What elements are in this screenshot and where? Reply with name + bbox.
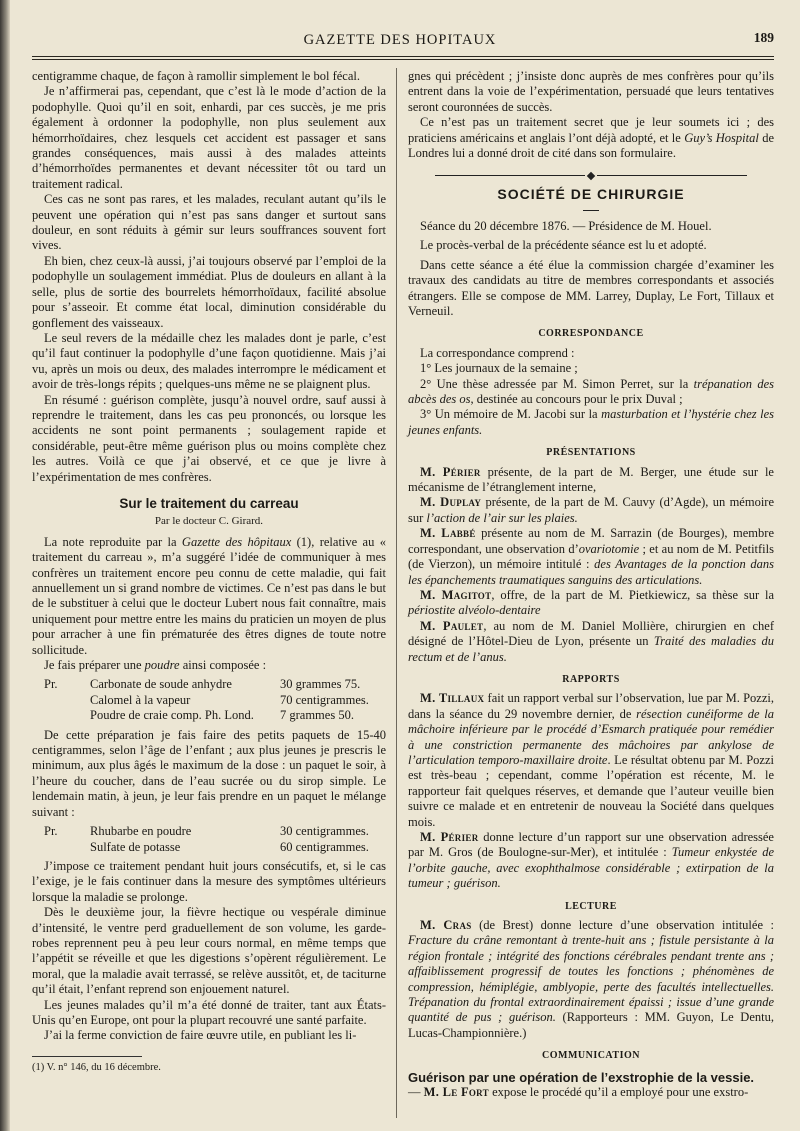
- column-divider: [396, 68, 397, 1118]
- list-item: [408, 377, 774, 408]
- paragraph: — M. Le Fort expose le procédé qu’il a employé pour une exstro-: [408, 1085, 749, 1100]
- speaker-name: M. Labbé: [420, 526, 476, 541]
- list-item: 1° Les journaux de la semaine ;: [420, 361, 578, 376]
- article-title: Sur le traitement du carreau: [119, 495, 299, 511]
- prescription-1: [32, 677, 386, 723]
- rx-prefix: [32, 708, 90, 723]
- rx-quantity: 70 centigrammes.: [280, 692, 369, 707]
- section-ornament: [408, 171, 774, 178]
- prescription-line: [32, 708, 386, 723]
- prescription-line: [32, 824, 386, 839]
- italic-run: masturbation et l’hystérie chez les jeunes enfants.: [408, 407, 774, 437]
- italic-run: poudre: [144, 658, 180, 673]
- text-run: La note reproduite par la: [44, 534, 182, 549]
- paragraph: La correspondance comprend :: [420, 345, 575, 360]
- paragraph: Dès le deuxième jour, la fièvre hectique ou vespérale diminue d’intensité, le ventre perd graduellement de son volume, les garde-robes reprennent peu à peu leur cours normal, en même temps que l’appétit se réveille et que les digestions s’opèrent régulièrement. Le moral, que la maladie avait terrassé, se relève aussitôt, et, de taciturne qu’il était, l’enfant reprend son enjouement naturel.: [32, 905, 386, 997]
- text-run: Je fais préparer une: [44, 658, 145, 673]
- communication-title: Guérison par une opération de l’exstrophie de la vessie.: [408, 1069, 755, 1085]
- meeting-line: Séance du 20 décembre 1876. — Présidence de M. Houel.: [420, 218, 712, 233]
- rx-ingredient: Sulfate de potasse: [90, 839, 181, 854]
- subsection-heading: COMMUNICATION: [542, 1050, 640, 1062]
- list-item: [408, 407, 774, 438]
- text-run: ainsi composée :: [179, 658, 267, 673]
- text-run: ; et au nom de M. Petitfils (de Vierzon), un mémoire intitulé :: [408, 541, 774, 572]
- text-run: expose le procédé qu’il a employé pour une exstro-: [488, 1085, 749, 1100]
- rx-quantity: 60 centigrammes.: [280, 839, 369, 854]
- text-run: , offre, de la part de M. Pietkiewicz, sa thèse sur la: [491, 587, 774, 602]
- text-run: fait un rapport verbal sur l’observation, lue par M. Pozzi, dans la séance du 29 novembre dernier, de: [408, 691, 774, 721]
- italic-run: des Avantages de la ponction dans les épanchements traumatiques sanguins des articulations.: [408, 557, 774, 587]
- rx-quantity: 30 grammes 75.: [280, 677, 361, 692]
- text-run: (de Brest) donne lecture d’une observation intitulée :: [471, 918, 774, 933]
- right-column: [408, 69, 774, 1101]
- article-byline: Par le docteur C. Girard.: [154, 515, 264, 528]
- prescription-line: [32, 840, 386, 855]
- paragraph: gnes qui précèdent ; j’insiste donc auprès de mes confrères pour qu’ils entrent dans la voie de l’expérimentation, persuadé que leurs tentatives seront couronnées de succès.: [408, 69, 774, 114]
- rx-prefix: [32, 693, 90, 708]
- speaker-name: M. Périer: [420, 830, 479, 844]
- title-dash: [583, 210, 599, 211]
- page-number: 189: [753, 30, 774, 45]
- presentation-item: [408, 495, 774, 526]
- text-run: présente, de la part de M. Cauvy (d’Agde), un mémoire sur: [408, 495, 774, 525]
- speaker-name: M. Paulet: [420, 618, 484, 633]
- italic-run: ovariotomie: [578, 541, 640, 556]
- paragraph: [408, 691, 774, 830]
- rx-prefix: Pr.: [44, 824, 58, 839]
- italic-run: Guy’s Hospital: [684, 130, 759, 145]
- speaker-name: M. Périer: [420, 464, 481, 479]
- italic-run: Gazette des hôpitaux: [181, 534, 292, 549]
- subsection-heading: RAPPORTS: [562, 673, 620, 685]
- paragraph: [408, 830, 774, 892]
- italic-run: Fracture du crâne remontant à trente-huit ans ; fistule persistante à la région frontale ; intégrité des fonctions cérébrales pendant trente ans ; affaiblissement progressif de toutes les fonctions ; phénomènes de compression, hémiplégie, amblyopie, perte des facultés intellectuelles. Trépanation du frontal extraordinairement épaissi ; issue d’une grande quantité de pus ; guérison.: [408, 933, 774, 1025]
- book-spine-shadow: [0, 0, 10, 1131]
- subsection-heading: PRÉSENTATIONS: [546, 447, 636, 459]
- rx-ingredient: Calomel à la vapeur: [90, 692, 191, 707]
- speaker-name: M. Magitot: [420, 587, 492, 602]
- paragraph: Dans cette séance a été élue la commission chargée d’examiner les travaux des candidats au titre de membres correspondants et associés étrangers. Elle se compose de MM. Larrey, Duplay, Le Fort, Tillaux et Verneuil.: [408, 257, 774, 318]
- text-run: présente au nom de M. Sarrazin (de Bourges), membre correspondant, une observation d’: [408, 526, 774, 556]
- text-run: , destinée au concours pour le prix Duval ;: [470, 392, 683, 407]
- prescription-line: [32, 693, 386, 708]
- text-run: présente, de la part de M. Berger, une étude sur le mécanisme de l’étranglement interne,: [408, 464, 774, 495]
- speaker-name: M. Duplay: [420, 495, 482, 510]
- footnote-rule: [32, 1056, 142, 1057]
- italic-run: Traité des maladies du rectum et de l’anus.: [408, 634, 774, 664]
- paragraph: [32, 658, 386, 673]
- presentation-item: [408, 526, 774, 588]
- speaker-name: M. Le Fort: [423, 1085, 489, 1100]
- text-run: Ce n’est pas un traitement secret que je leur soumets ici ; des praticiens américains et anglais l’ont déjà adopté, et le: [408, 115, 774, 145]
- paragraph: Ces cas ne sont pas rares, et les malades, reculant autant qu’ils le peuvent une opération qui n’est pas sans danger et surtout sans douleur, en sont réduits à gémir sur leurs souffrances souvent fort vives.: [32, 192, 386, 253]
- footnote: (1) V. n° 146, du 16 décembre.: [32, 1061, 161, 1073]
- paragraph: Le procès-verbal de la précédente séance est lu et adopté.: [420, 238, 707, 253]
- speaker-name: M. Tillaux: [420, 691, 485, 706]
- rx-ingredient: Carbonate de soude anhydre: [90, 677, 232, 692]
- rx-quantity: 7 grammes 50.: [280, 708, 354, 723]
- paragraph: J’impose ce traitement pendant huit jours consécutifs, et, si le cas l’exige, je le fais continuer dans la mesure des symptômes ultérieurs lorsque la maladie se prolonge.: [32, 858, 386, 904]
- presentation-item: [408, 465, 774, 496]
- italic-run: résection cunéiforme de la mâchoire inférieure par le procédé d’Esmarch pratiquée pour remédier à une constriction permanente des mâchoires par ankylose de l’articulation temporo-maxillaire droite: [408, 706, 774, 767]
- prescription-line: [32, 677, 386, 692]
- rx-ingredient: Rhubarbe en poudre: [90, 824, 192, 839]
- paragraph: [408, 115, 774, 161]
- presentation-item: [408, 619, 774, 665]
- paragraph: J’ai la ferme conviction de faire œuvre utile, en publiant les li-: [44, 1028, 357, 1043]
- italic-run: Tumeur enkystée de l’orbite gauche, avec exophthalmose considérable ; extirpation de la tumeur ; guérison.: [408, 845, 774, 891]
- text-run: . Le résultat obtenu par M. Pozzi est très-beau ; cependant, comme l’opération est récente, M. le rapporteur fait quelques réserves, et demande que l’auteur veuille bien suivre ce malade et en entretenir de nouveau la Société dans quelques mois.: [408, 752, 774, 829]
- paragraph: Le seul revers de la médaille chez les malades dont je parle, c’est qu’il faut continuer la podophylle d’une façon quotidienne. Mais j’ai vu, après un mois ou deux, des malades interrompre le médicament et avoir de très-longs répits ; quelques-uns même ne se plaignent plus.: [32, 330, 386, 392]
- text-run: 2° Une thèse adressée par M. Simon Perret, sur la: [420, 376, 694, 391]
- italic-run: trépanation des abcès des os: [408, 376, 774, 407]
- speaker-name: M. Cras: [420, 918, 472, 933]
- text-run: 3° Un mémoire de M. Jacobi sur la: [420, 407, 602, 422]
- subsection-heading: CORRESPONDANCE: [538, 328, 644, 340]
- text-run: , au nom de M. Daniel Mollière, chirurgien en chef désigné de l’Hôtel-Dieu de Lyon, présente un: [408, 618, 774, 649]
- paragraph: Eh bien, chez ceux-là aussi, j’ai toujours observé par l’emploi de la podophylle un soulagement immédiat. Plus de douleurs en allant à la selle, plus de sortie des bourrelets hémorrhoïdaux, facilité absolue pour s’asseoir. Et comme état local, diminution considérable du gonflement des vaisseaux.: [32, 253, 386, 330]
- rx-prefix: Pr.: [44, 677, 58, 692]
- paragraph: De cette préparation je fais faire des petits paquets de 15-40 centigrammes, selon l’âge de l’enfant ; aux plus jeunes je prescris le minimum, aux plus âgés le maximum de la dose : un paquet le soir, à l’heure du coucher, dans de l’eau sucrée ou du sirop simple. Le lendemain matin, à jeun, je leur fais prendre en un paquet le mélange suivant :: [32, 727, 386, 819]
- paragraph: Je n’affirmerai pas, cependant, que c’est là le mode d’action de la podophylle. Quoi qu’il en soit, enhardi, par ces succès, je me pris également à ordonner la podophylle, non plus seulement aux hémorrhoïdaires, chez lesquels cet accident est passager et sans grandes conséquences, mais aussi à des malades atteints d’hémorrhoïdes permanentes et devant nécessiter tôt ou tard un traitement radical.: [32, 84, 386, 191]
- text-run: de Londres lui a donné droit de cité dans son formulaire.: [408, 130, 774, 161]
- running-title: GAZETTE DES HOPITAUX: [303, 32, 497, 48]
- header-rule: [32, 56, 774, 57]
- paragraph: [32, 535, 386, 658]
- text-run: (Rapporteurs : MM. Guyon, Le Dentu, Lucas-Championnière.): [408, 1010, 774, 1040]
- italic-run: l’action de l’air sur les plaies.: [426, 510, 578, 525]
- subsection-heading: LECTURE: [565, 900, 617, 912]
- italic-run: périostite alvéolo-dentaire: [408, 603, 541, 618]
- paragraph: centigramme chaque, de façon à ramollir simplement le bol fécal.: [32, 69, 360, 83]
- text-run: (1), relative au « traitement du carreau », m’a suggéré l’idée de communiquer à mes confrères un traitement encore peu connu de cette maladie, qui fait annuellement un si grand nombre de victimes. Ce n’est pas dans le but de le substituer à celui que le docteur Lubert nous fait connaître, mais uniquement pour mettre entre les mains du praticien un moyen de plus pour arracher à une fin prématurée des êtres dignes de toute notre sollicitude.: [32, 534, 386, 657]
- rx-prefix: [32, 840, 90, 855]
- left-column: [32, 69, 386, 1075]
- paragraph: En résumé : guérison complète, jusqu’à nouvel ordre, sauf aussi à reprendre le traitement, dans les cas peu prononcés, ou lorsque les accidents ne sont point permanents ; soulagement rapide et considérable, peut-être même guérison plus ou moins complète chez les autres. Voilà ce que j’ai observé, et ce que je livre à l’expérimentation de mes confrères.: [32, 392, 386, 484]
- prescription-2: [32, 824, 386, 855]
- rx-quantity: 30 centigrammes.: [280, 824, 369, 839]
- text-run: donne lecture d’un rapport sur une observation adressée par M. Gros (de Boulogne-sur-Mer), et intitulée :: [408, 830, 774, 860]
- paragraph: [408, 918, 774, 1041]
- rx-ingredient: Poudre de craie comp. Ph. Lond.: [90, 708, 254, 723]
- section-title: SOCIÉTÉ DE CHIRURGIE: [497, 185, 685, 202]
- presentation-item: [408, 588, 774, 619]
- paragraph: Les jeunes malades qu’il m’a été donné de traiter, tant aux États-Unis qu’en Europe, ont pour la plupart recouvré une santé parfaite.: [32, 997, 386, 1027]
- header-rule-double: [32, 59, 774, 60]
